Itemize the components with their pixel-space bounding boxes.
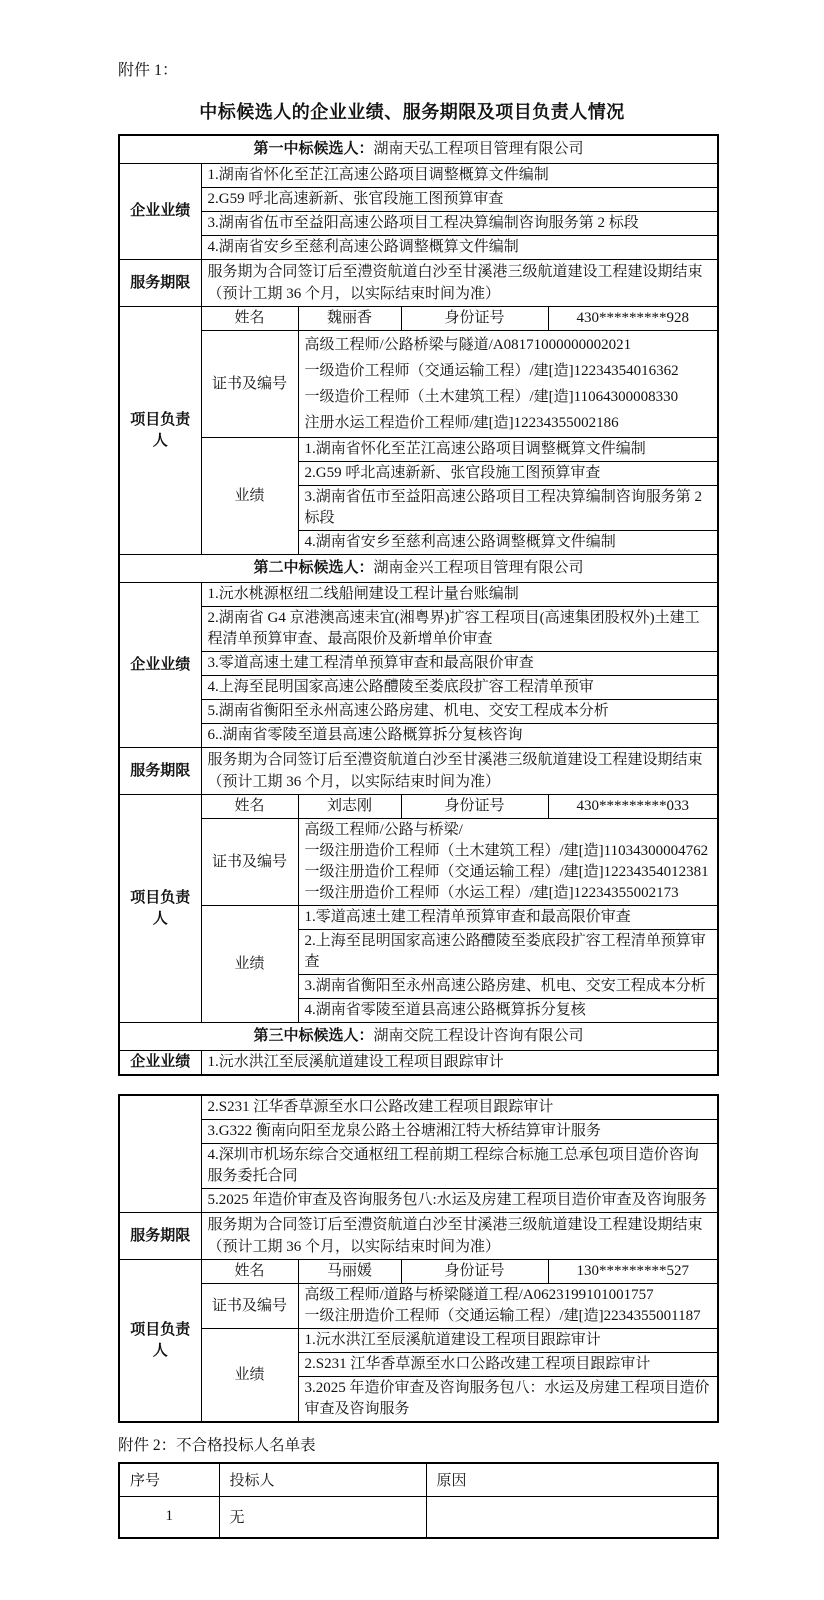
table-row — [119, 1051, 718, 1076]
cert-line: 一级造价工程师（土木建筑工程）/建[造]11064300008330 — [304, 388, 679, 405]
table-row — [119, 1189, 718, 1213]
empty-label-cell — [119, 1095, 201, 1213]
candidate1-leader-performance-item: 4.湖南省安乡至慈利高速公路调整概算文件编制 — [298, 531, 718, 555]
table-row — [119, 1144, 718, 1189]
candidate1-leader-id: 430*********928 — [548, 307, 718, 331]
candidate3-certs-row — [119, 1284, 718, 1329]
candidate1-leader-performance-item: 2.G59 呼北高速新新、张官段施工图预算审查 — [298, 462, 718, 486]
candidate2-project-leader-label: 项目负责人 — [119, 795, 201, 1023]
candidate1-enterprise-performance-item: 3.湖南省伍市至益阳高速公路项目工程决算编制咨询服务第 2 标段 — [201, 212, 718, 236]
candidate2-performance-label: 业绩 — [201, 906, 298, 1023]
table-row — [119, 700, 718, 724]
candidate1-certs-row — [119, 331, 718, 438]
candidate3-enterprise-performance-item: 4.深圳市机场东综合交通枢纽工程前期工程综合标施工总承包项目造价咨询服务委托合同 — [201, 1144, 718, 1189]
candidate1-header-row — [119, 135, 718, 164]
table-row — [119, 724, 718, 748]
candidate2-enterprise-performance-item: 5.湖南省衡阳至永州高速公路房建、机电、交安工程成本分析 — [201, 700, 718, 724]
table-row — [119, 583, 718, 607]
row-reason — [426, 1496, 718, 1538]
candidate1-leader-performance-item: 3.湖南省伍市至益阳高速公路项目工程决算编制咨询服务第 2 标段 — [298, 486, 718, 531]
candidate3-header-cell — [119, 1023, 718, 1051]
candidate3-leader-performance-item: 1.沅水洪江至辰溪航道建设工程项目跟踪审计 — [298, 1329, 718, 1353]
candidate1-enterprise-performance-item: 4.湖南省安乡至慈利高速公路调整概算文件编制 — [201, 236, 718, 260]
candidate2-leader-performance-item: 4.湖南省零陵至道县高速公路概算拆分复核 — [298, 999, 718, 1023]
cert-line: 高级工程师/公路与桥梁/ — [304, 822, 463, 838]
table-row — [119, 236, 718, 260]
attachment1-label: 附件 1： — [118, 62, 179, 79]
page-title: 中标候选人的企业业绩、服务期限及项目负责人情况 — [199, 102, 625, 122]
candidate3-service-period-row — [119, 1213, 718, 1260]
candidate2-header-cell — [119, 555, 718, 583]
attachment2-label: 附件 2：不合格投标人名单表 — [118, 1437, 316, 1454]
cert-number-label: 证书及编号 — [201, 1284, 298, 1329]
candidate3-rank-label: 第三中标候选人： — [253, 1028, 374, 1044]
name-label: 姓名 — [201, 795, 298, 819]
name-label: 姓名 — [201, 307, 298, 331]
candidate2-enterprise-performance-item: 3.零道高速土建工程清单预算审查和最高限价审查 — [201, 652, 718, 676]
candidates-table-part2 — [118, 1094, 719, 1423]
candidate3-leader-performance-item: 3.2025 年造价审查及咨询服务包八：水运及房建工程项目造价审查及咨询服务 — [298, 1377, 718, 1423]
unqualified-bidder-row — [119, 1496, 718, 1538]
candidate2-service-period-label: 服务期限 — [119, 748, 201, 795]
candidate2-service-period-row — [119, 748, 718, 795]
candidate2-leader-performance-item: 1.零道高速土建工程清单预算审查和最高限价审查 — [298, 906, 718, 930]
table-row — [119, 164, 718, 188]
cert-line: 高级工程师/公路桥梁与隧道/A08171000000002021 — [304, 336, 632, 353]
candidate3-enterprise-performance-item: 5.2025 年造价审查及咨询服务包八:水运及房建工程项目造价审查及咨询服务 — [201, 1189, 718, 1213]
table-row — [119, 438, 718, 462]
cert-line: 一级造价工程师（交通运输工程）/建[造]12234354016362 — [304, 362, 679, 379]
candidate1-company-name: 湖南天弘工程项目管理有限公司 — [373, 141, 584, 157]
column-header-no: 序号 — [119, 1463, 219, 1496]
candidates-table-part1 — [118, 134, 719, 1076]
candidate1-header-cell — [119, 135, 718, 164]
column-header-reason: 原因 — [426, 1463, 718, 1496]
candidate3-leader-name: 马丽媛 — [298, 1260, 401, 1284]
candidate3-header-row — [119, 1023, 718, 1051]
page-break-gap — [0, 1076, 824, 1094]
table-row — [119, 676, 718, 700]
candidate3-enterprise-performance-label: 企业业绩 — [119, 1051, 201, 1076]
candidate1-enterprise-performance-label: 企业业绩 — [119, 164, 201, 260]
candidate3-leader-performance-item: 2.S231 江华香草源至水口公路改建工程项目跟踪审计 — [298, 1353, 718, 1377]
id-number-label: 身份证号 — [401, 795, 548, 819]
candidate1-enterprise-performance-item: 1.湖南省怀化至芷江高速公路项目调整概算文件编制 — [201, 164, 718, 188]
candidate3-company-name: 湖南交院工程设计咨询有限公司 — [373, 1028, 584, 1044]
candidate2-enterprise-performance-item: 6..湖南省零陵至道县高速公路概算拆分复核咨询 — [201, 724, 718, 748]
candidate2-leader-performance-item: 2.上海至昆明国家高速公路醴陵至娄底段扩容工程清单预算审查 — [298, 930, 718, 975]
id-number-label: 身份证号 — [401, 1260, 548, 1284]
candidate1-performance-label: 业绩 — [201, 438, 298, 555]
candidate3-project-leader-label: 项目负责人 — [119, 1260, 201, 1423]
candidate1-leader-name-row — [119, 307, 718, 331]
candidate1-rank-label: 第一中标候选人： — [253, 141, 374, 157]
candidate3-leader-id: 130*********527 — [548, 1260, 718, 1284]
cert-line: 高级工程师/道路与桥梁隧道工程/A0623199101001757 — [304, 1287, 654, 1303]
name-label: 姓名 — [201, 1260, 298, 1284]
candidate1-project-leader-label: 项目负责人 — [119, 307, 201, 555]
cert-line: 注册水运工程造价工程师/建[造]12234355002186 — [304, 414, 619, 431]
candidate2-rank-label: 第二中标候选人： — [253, 560, 374, 576]
candidate2-header-row — [119, 555, 718, 583]
candidate2-service-period-text: 服务期为合同签订后至澧资航道白沙至甘溪港三级航道建设工程建设期结束（预计工期 36 个月，以实际结束时间为准） — [201, 748, 718, 795]
table-row — [119, 188, 718, 212]
table-row — [119, 1095, 718, 1120]
candidate3-enterprise-performance-item: 1.沅水洪江至辰溪航道建设工程项目跟踪审计 — [201, 1051, 718, 1076]
table-row — [119, 212, 718, 236]
candidate1-leader-name: 魏丽香 — [298, 307, 401, 331]
unqualified-bidders-table — [118, 1462, 719, 1539]
cert-number-label: 证书及编号 — [201, 331, 298, 438]
candidate2-leader-id: 430*********033 — [548, 795, 718, 819]
candidate3-performance-label: 业绩 — [201, 1329, 298, 1423]
candidate2-enterprise-performance-item: 2.湖南省 G4 京港澳高速耒宜(湘粤界)扩容工程项目(高速集团股权外)土建工程清单预算审查、最高限价及新增单价审查 — [201, 607, 718, 652]
candidate2-enterprise-performance-label: 企业业绩 — [119, 583, 201, 748]
candidate1-service-period-text: 服务期为合同签订后至澧资航道白沙至甘溪港三级航道建设工程建设期结束（预计工期 36 个月，以实际结束时间为准） — [201, 260, 718, 307]
cert-line: 一级注册造价工程师（交通运输工程）/建[造]12234354012381 — [304, 864, 709, 880]
candidate2-leader-performance-item: 3.湖南省衡阳至永州高速公路房建、机电、交安工程成本分析 — [298, 975, 718, 999]
table-row — [119, 1329, 718, 1353]
cert-number-label: 证书及编号 — [201, 819, 298, 906]
candidate1-leader-performance-item: 1.湖南省怀化至芷江高速公路项目调整概算文件编制 — [298, 438, 718, 462]
candidate3-service-period-text: 服务期为合同签订后至澧资航道白沙至甘溪港三级航道建设工程建设期结束（预计工期 36 个月，以实际结束时间为准） — [201, 1213, 718, 1260]
table-row — [119, 1120, 718, 1144]
row-bidder: 无 — [219, 1496, 426, 1538]
candidate1-service-period-row — [119, 260, 718, 307]
id-number-label: 身份证号 — [401, 307, 548, 331]
candidate2-leader-name: 刘志刚 — [298, 795, 401, 819]
candidate1-cert-list — [298, 331, 718, 438]
cert-line: 一级注册造价工程师（交通运输工程）/建[造]2234355001187 — [304, 1308, 701, 1324]
candidate2-enterprise-performance-item: 4.上海至昆明国家高速公路醴陵至娄底段扩容工程清单预审 — [201, 676, 718, 700]
candidate1-enterprise-performance-item: 2.G59 呼北高速新新、张官段施工图预算审查 — [201, 188, 718, 212]
candidate2-certs-row — [119, 819, 718, 906]
table-row — [119, 906, 718, 930]
candidate2-leader-name-row — [119, 795, 718, 819]
candidate3-leader-name-row — [119, 1260, 718, 1284]
unqualified-bidders-header-row — [119, 1463, 718, 1496]
column-header-bidder: 投标人 — [219, 1463, 426, 1496]
table-row — [119, 607, 718, 652]
candidate3-cert-list — [298, 1284, 718, 1329]
row-no: 1 — [119, 1496, 219, 1538]
candidate2-company-name: 湖南金兴工程项目管理有限公司 — [373, 560, 584, 576]
candidate3-enterprise-performance-item: 3.G322 衡南向阳至龙泉公路土谷塘湘江特大桥结算审计服务 — [201, 1120, 718, 1144]
candidate3-enterprise-performance-item: 2.S231 江华香草源至水口公路改建工程项目跟踪审计 — [201, 1095, 718, 1120]
candidate2-enterprise-performance-item: 1.沅水桃源枢纽二线船闸建设工程计量台账编制 — [201, 583, 718, 607]
table-row — [119, 652, 718, 676]
candidate1-service-period-label: 服务期限 — [119, 260, 201, 307]
candidate3-service-period-label: 服务期限 — [119, 1213, 201, 1260]
candidate2-cert-list — [298, 819, 718, 906]
cert-line: 一级注册造价工程师（水运工程）/建[造]12234355002173 — [304, 885, 679, 901]
cert-line: 一级注册造价工程师（土木建筑工程）/建[造]11034300004762 — [304, 843, 709, 859]
